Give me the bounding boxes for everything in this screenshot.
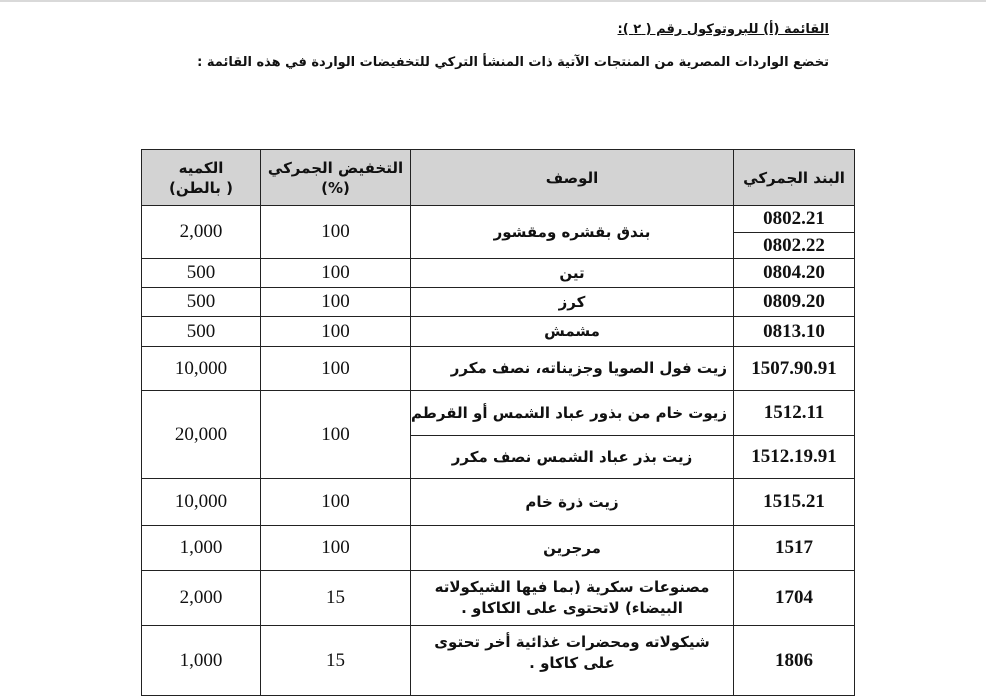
discount-percent: 100 bbox=[261, 288, 411, 317]
table-row bbox=[142, 288, 855, 317]
tariff-code: 1515.21 bbox=[734, 479, 855, 526]
tariff-code: 1704 bbox=[734, 571, 855, 626]
tariff-code: 0813.10 bbox=[734, 317, 855, 347]
description: مشمش bbox=[411, 317, 734, 347]
quantity-tons: 500 bbox=[142, 317, 261, 347]
quantity-tons: 10,000 bbox=[142, 347, 261, 391]
discount-percent: 100 bbox=[261, 317, 411, 347]
description: زيت بذر عباد الشمس نصف مكرر bbox=[411, 436, 734, 479]
header-discount-line1: التخفيض الجمركي bbox=[267, 158, 404, 177]
description-line: مصنوعات سكرية (بما فيها الشيكولاته bbox=[434, 578, 710, 596]
description-line: شيكولاته ومحضرات غذائية أخر تحتوى bbox=[434, 633, 710, 651]
header-description: الوصف bbox=[411, 150, 734, 206]
tariff-code: 0802.21 bbox=[734, 206, 855, 233]
list-title: القائمة (أ) للبروتوكول رقم ( ٢ ): bbox=[617, 22, 829, 37]
page-top-border bbox=[0, 0, 986, 2]
discount-percent: 100 bbox=[261, 259, 411, 288]
table-header-row bbox=[142, 150, 855, 206]
discount-percent: 100 bbox=[261, 391, 411, 479]
tariff-code: 0802.22 bbox=[734, 233, 855, 259]
header-discount-line2: (%) bbox=[321, 178, 350, 197]
table-row bbox=[142, 526, 855, 571]
quantity-tons: 2,000 bbox=[142, 206, 261, 259]
description: كرز bbox=[411, 288, 734, 317]
description-line: على كاكاو . bbox=[529, 654, 615, 672]
tariff-code: 1512.11 bbox=[734, 391, 855, 436]
table-row bbox=[142, 317, 855, 347]
quantity-tons: 500 bbox=[142, 259, 261, 288]
header-quantity-line1: الكميه bbox=[178, 158, 224, 177]
tariff-code: 1806 bbox=[734, 626, 855, 696]
header-code: البند الجمركي bbox=[734, 150, 855, 206]
intro-paragraph: تخضع الواردات المصرية من المنتجات الآتية ذات المنشأ التركي للتخفيضات الواردة في هذه القائمة : bbox=[197, 55, 829, 70]
tariff-code: 0809.20 bbox=[734, 288, 855, 317]
tariff-code: 1507.90.91 bbox=[734, 347, 855, 391]
header-quantity bbox=[142, 150, 261, 206]
tariff-table bbox=[141, 149, 855, 696]
table-row bbox=[142, 479, 855, 526]
discount-percent: 15 bbox=[261, 626, 411, 696]
quantity-tons: 500 bbox=[142, 288, 261, 317]
description: زيوت خام من بذور عباد الشمس أو القرطم bbox=[411, 391, 734, 436]
discount-percent: 100 bbox=[261, 526, 411, 571]
tariff-code: 1512.19.91 bbox=[734, 436, 855, 479]
quantity-tons: 10,000 bbox=[142, 479, 261, 526]
discount-percent: 15 bbox=[261, 571, 411, 626]
header-quantity-line2: ( بالطن) bbox=[169, 178, 233, 197]
tariff-code: 0804.20 bbox=[734, 259, 855, 288]
discount-percent: 100 bbox=[261, 347, 411, 391]
quantity-tons: 1,000 bbox=[142, 626, 261, 696]
description bbox=[411, 626, 734, 696]
description: زيت فول الصويا وجزيناته، نصف مكرر bbox=[411, 347, 734, 391]
table-row bbox=[142, 571, 855, 626]
quantity-tons: 1,000 bbox=[142, 526, 261, 571]
description: زيت ذرة خام bbox=[411, 479, 734, 526]
description: مرجرين bbox=[411, 526, 734, 571]
quantity-tons: 2,000 bbox=[142, 571, 261, 626]
description-line: البيضاء) لاتحتوى على الكاكاو . bbox=[461, 599, 683, 617]
tariff-code: 1517 bbox=[734, 526, 855, 571]
table-row bbox=[142, 259, 855, 288]
table-row bbox=[142, 206, 855, 233]
table-row bbox=[142, 626, 855, 696]
table-row bbox=[142, 391, 855, 436]
description bbox=[411, 571, 734, 626]
discount-percent: 100 bbox=[261, 479, 411, 526]
header-discount bbox=[261, 150, 411, 206]
description: تين bbox=[411, 259, 734, 288]
table-row bbox=[142, 347, 855, 391]
description: بندق بقشره ومقشور bbox=[411, 206, 734, 259]
discount-percent: 100 bbox=[261, 206, 411, 259]
quantity-tons: 20,000 bbox=[142, 391, 261, 479]
